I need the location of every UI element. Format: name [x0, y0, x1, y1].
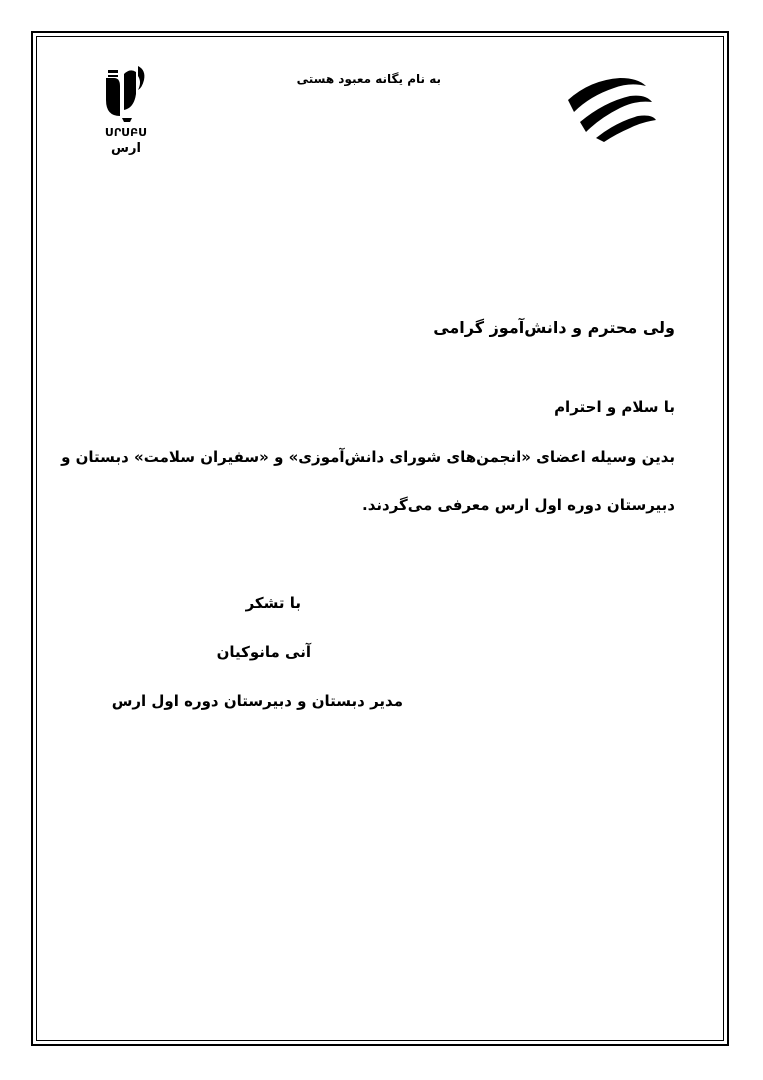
letter-greeting: با سلام و احترام: [554, 398, 675, 416]
signer-title: مدیر دبستان و دبیرستان دوره اول ارس: [111, 692, 403, 710]
logo-latin-text: UՐUԲU: [104, 126, 148, 139]
header-basmala: به نام یگانه معبود هستی: [296, 72, 441, 86]
school-logo: [96, 64, 156, 156]
emblem-logo: [560, 72, 660, 142]
signer-name: آنی مانوکیان: [216, 643, 311, 661]
letter-salutation: ولی محترم و دانش‌آموز گرامی: [433, 318, 675, 337]
page-border-inner: [36, 36, 724, 1041]
letter-body-line: بدین وسیله اعضای «انجمن‌های شورای دانش‌آموزی» و «سفیران سلامت» دبستان و: [61, 448, 675, 466]
logo-persian-text: ارس: [111, 141, 141, 156]
signature-closing: با تشکر: [245, 594, 301, 612]
letter-body-line: دبیرستان دوره اول ارس معرفی می‌گردند.: [362, 496, 675, 514]
